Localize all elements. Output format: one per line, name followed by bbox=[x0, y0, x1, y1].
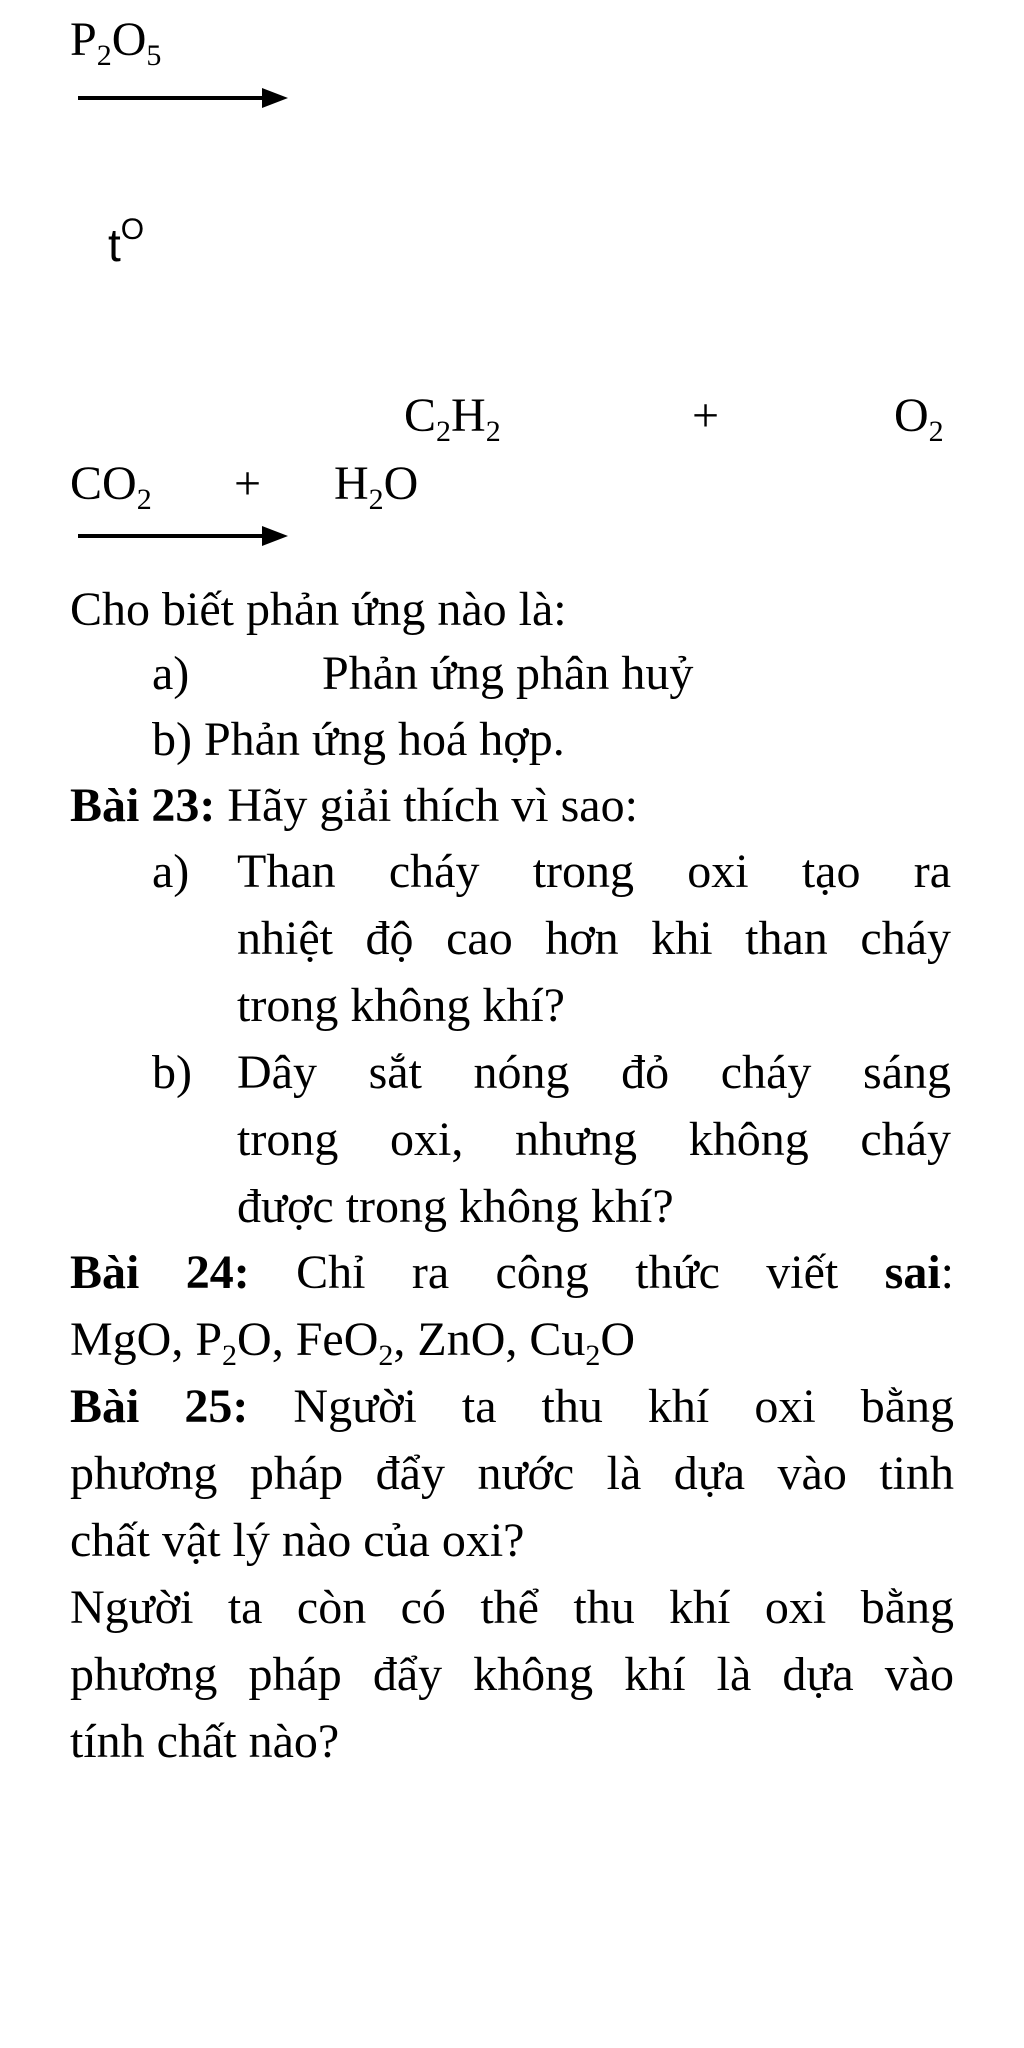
item-a-line-2: nhiệt độ cao hơn khi than cháy bbox=[237, 912, 951, 965]
exercise-25-line-1: Bài 25: Người ta thu khí oxi bằng bbox=[70, 1380, 954, 1433]
reaction-arrow-1 bbox=[78, 88, 288, 108]
reactant-acetylene: $C_2H_2$ bbox=[404, 389, 501, 448]
product-carbon-dioxide: $CO_2$ bbox=[70, 457, 152, 516]
catalyst-formula: $P_2O_5$ bbox=[70, 13, 162, 72]
reaction-arrow-2 bbox=[78, 526, 288, 546]
item-b-marker: b) bbox=[152, 1046, 192, 1099]
item-b-line-2: trong oxi, nhưng không cháy bbox=[237, 1113, 951, 1166]
temperature-label: $t^O$ bbox=[108, 213, 145, 271]
exercise-25-line-5: phương pháp đẩy không khí là dựa vào bbox=[70, 1648, 954, 1701]
item-a-line-1: Than cháy trong oxi tạo ra bbox=[237, 845, 951, 898]
exercise-24-heading: Bài 24: Chỉ ra công thức viết sai: bbox=[70, 1246, 955, 1299]
reactant-oxygen: $O_2$ bbox=[894, 389, 944, 448]
exercise-23-item-b bbox=[152, 1039, 952, 1240]
item-b-line-3: được trong không khí? bbox=[237, 1180, 674, 1233]
item-a-marker: a) bbox=[152, 845, 190, 898]
plus-sign-products: + bbox=[234, 457, 262, 510]
option-a-marker: a) bbox=[152, 647, 190, 700]
exercise-25-line-2: phương pháp đẩy nước là dựa vào tinh bbox=[70, 1447, 954, 1500]
product-water: $H_2O$ bbox=[334, 457, 419, 516]
exercise-25-line-4: Người ta còn có thể thu khí oxi bằng bbox=[70, 1581, 954, 1634]
option-b-text: b) Phản ứng hoá hợp. bbox=[152, 713, 565, 766]
exercise-25-line-6: tính chất nào? bbox=[70, 1715, 340, 1768]
option-a-text: Phản ứng phân huỷ bbox=[322, 647, 694, 700]
exercise-25-line-3: chất vật lý nào của oxi? bbox=[70, 1514, 525, 1567]
item-b-line-1: Dây sắt nóng đỏ cháy sáng bbox=[237, 1046, 951, 1099]
question-prompt: Cho biết phản ứng nào là: bbox=[70, 583, 567, 636]
item-a-line-3: trong không khí? bbox=[237, 979, 565, 1032]
exercise-23-item-a bbox=[152, 838, 952, 1039]
plus-sign-reactants: + bbox=[692, 389, 720, 442]
exercise-23-heading: Bài 23: Hãy giải thích vì sao: bbox=[70, 779, 638, 832]
exercise-24-formulas: MgO, $P_2O$, FeO$_2$, ZnO, $Cu_2O$ bbox=[70, 1313, 636, 1372]
